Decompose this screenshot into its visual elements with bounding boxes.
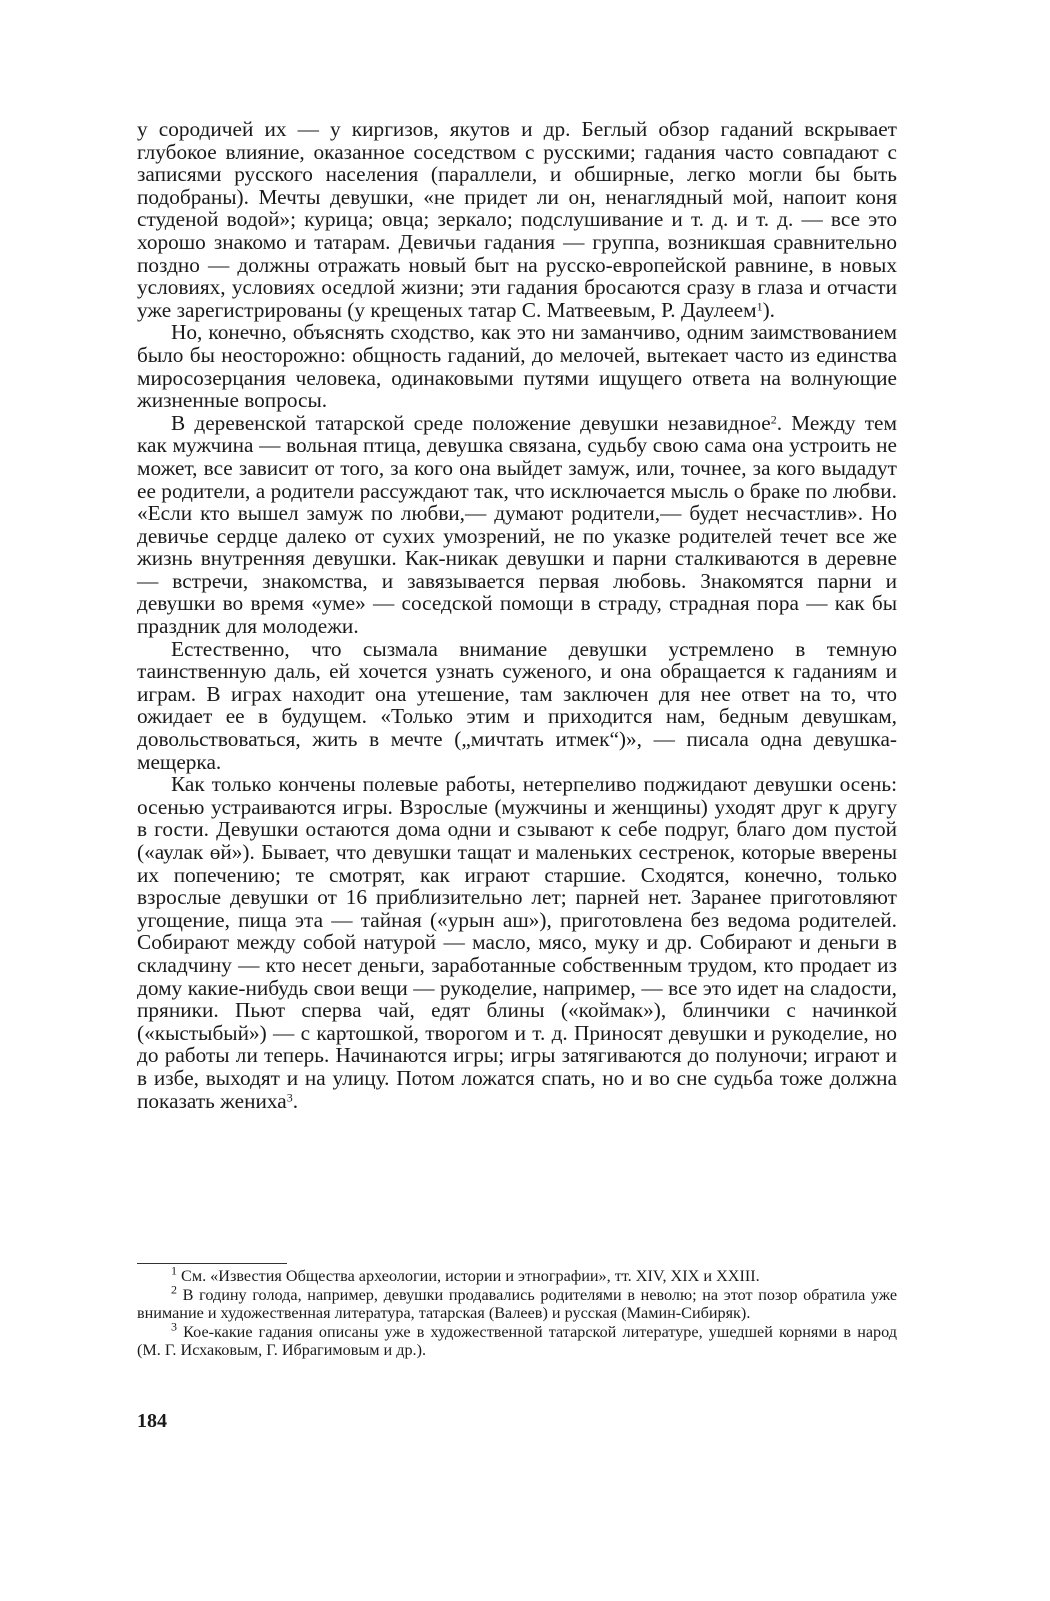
footnote-ref-1[interactable]: 1 bbox=[756, 299, 763, 314]
main-text bbox=[137, 118, 897, 1112]
footnote-ref-3[interactable]: 3 bbox=[286, 1089, 293, 1104]
page-number: 184 bbox=[137, 1410, 167, 1432]
paragraph-4: Естественно, что сызмала внимание девушки устремлено в темную таинственную даль, ей хочется узнать суженого, и она обращается к гаданиям и играм. В играх находит она утешение, там заключен для нее ответ на то, что ожидает ее в будущем. «Только этим и приходится нам, бедным девушкам, довольствоваться, жить в мечте („мичтать итмек“)», — писала одна девушка-мещерка. bbox=[137, 636, 897, 774]
footnote-ref-2[interactable]: 2 bbox=[770, 412, 777, 427]
paragraph-3: В деревенской татарской среде положение девушки незавидное$^2$. Между тем как мужчина — вольная птица, девушка связана, судьбу свою сама она устроить не может, все зависит от того, за кого она выйдет замуж, или, точнее, за кого выдадут ее родители, а родители рассуждают так, что исключается мысль о браке по любви. «Если кто вышел замуж по любви,— думают родители,— будет несчастлив». Но девичье сердце далеко от сухих умозрений, не по указке родителей течет все же жизнь внутренняя девушки. Как-никак девушки и парни сталкиваются в деревне — встречи, знакомства, и завязывается первая любовь. Знакомятся парни и девушки во время «уме» — соседской помощи в страду, страдная пора — как бы праздник для молодежи. bbox=[137, 410, 897, 639]
paragraph-1: у сородичей их — у киргизов, якутов и др. Беглый обзор гаданий вскрывает глубокое влияние, оказанное соседством с русскими; гадания часто совпадают с записями русского населения (параллели, и обширные, легко могли бы быть подобраны). Мечты девушки, «не придет ли он, ненаглядный мой, напоит коня студеной водой»; курица; овца; зеркало; подслушивание и т. д. и т. д. — все это хорошо знакомо и татарам. Девичьи гадания — группа, возникшая сравнительно поздно — должны отражать новый быт на русско-европейской равнине, в новых условиях, условиях оседлой жизни; эти гадания бросаются сразу в глаза и отчасти уже зарегистрированы (у крещеных татар С. Матвеевым, Р. Даулеем$^1$). bbox=[137, 117, 897, 322]
paragraph-5: Как только кончены полевые работы, нетерпеливо поджидают девушки осень: осенью устраиваются игры. Взрослые (мужчины и женщины) уходят друг к другу в гости. Девушки остаются дома одни и сзывают к себе подруг, благо дом пустой («аулак өй»). Бывает, что девушки тащат и маленьких сестренок, которые вверены их попечению; те смотрят, как играют старшие. Сходятся, конечно, только взрослые девушки от 16 приблизительно лет; парней нет. Заранее приготовляют угощение, пища эта — тайная («урын аш»), приготовлена без ведома родителей. Собирают между собой натурой — масло, мясо, муку и др. Собирают и деньги в складчину — кто несет деньги, заработанные собственным трудом, кто продает из дому какие-нибудь свои вещи — рукоделие, например, — все это идет на сладости, пряники. Пьют сперва чай, едят блины («коймак»), блинчики с начинкой («кыстыбый») — с картошкой, творогом и т. д. Приносят девушки и рукоделие, но до работы ли теперь. Начинаются игры; игры затягиваются до полуночи; играют и в избе, выходят и на улицу. Потом ложатся спать, но и во сне судьба тоже должна показать жениха$^3$. bbox=[137, 772, 897, 1113]
footnotes bbox=[137, 1263, 898, 1360]
footnote-1: $^1$ См. «Известия Общества археологии, истории и этнографии», тт. XIV, XIX и XXIII. bbox=[171, 1263, 760, 1285]
footnote-divider bbox=[137, 1263, 287, 1264]
footnote-3: $^3$ Кое-какие гадания описаны уже в художественной татарской литературе, ушедшей корнями в народ (М. Г. Исхаковым, Г. Ибрагимовым и др.). bbox=[137, 1318, 898, 1359]
footnote-2: $^2$ В годину голода, например, девушки продавались родителями в неволю; на этот позор обратила уже внимание и художественная литература, татарская (Валеев) и русская (Мамин-Сибиряк). bbox=[137, 1281, 897, 1322]
paragraph-2: Но, конечно, объяснять сходство, как это ни заманчиво, одним заимствованием было бы неосторожно: общность гаданий, до мелочей, вытекает часто из единства миросозерцания человека, одинаковыми путями ищущего ответа на волнующие жизненные вопросы. bbox=[137, 320, 897, 413]
